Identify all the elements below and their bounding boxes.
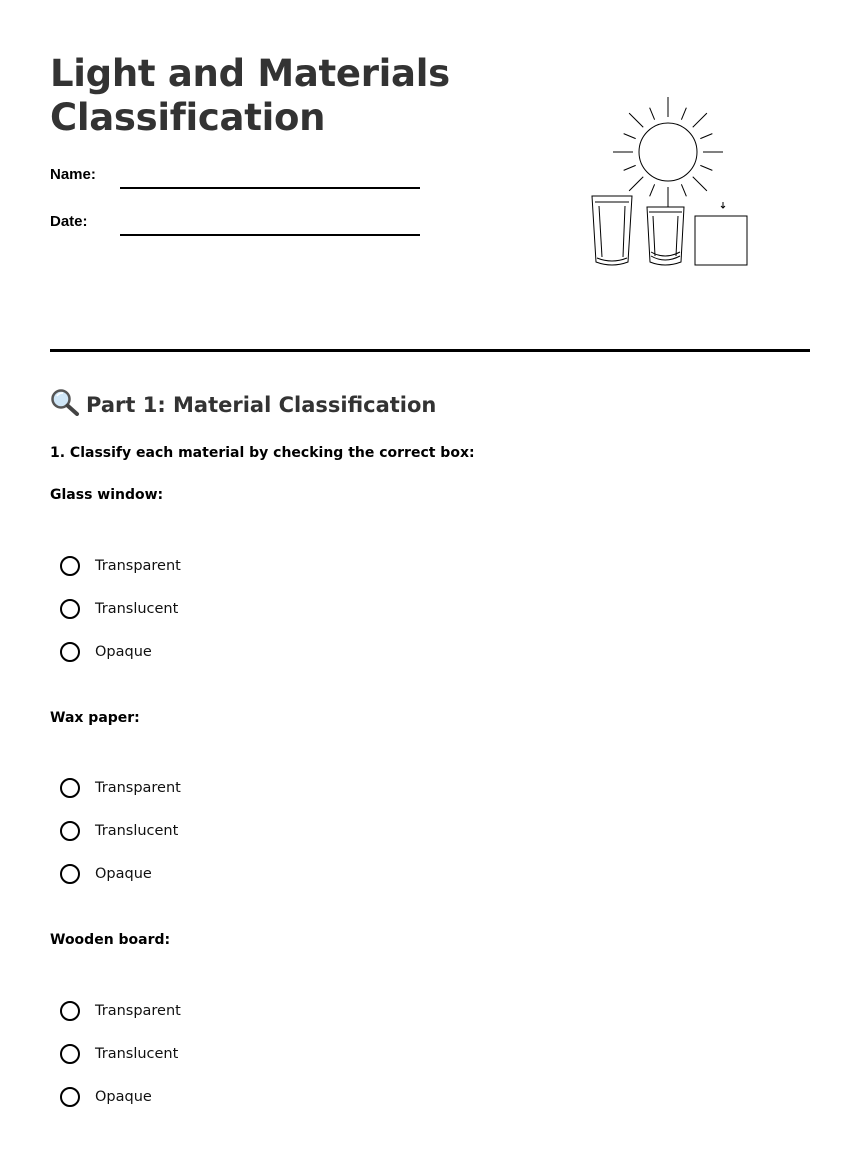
option-label: Translucent	[95, 823, 179, 839]
frosted-glass-icon	[647, 207, 684, 265]
glass-window-option-opaque[interactable]	[60, 639, 152, 665]
name-label: Name:	[50, 166, 96, 183]
material-label-wooden-board: Wooden board:	[50, 932, 171, 948]
sun-ray	[693, 113, 707, 127]
sun-ray	[650, 108, 655, 120]
wax-paper-option-translucent[interactable]	[60, 818, 178, 844]
magnifying-glass-icon	[50, 388, 80, 421]
date-field	[50, 213, 430, 243]
radio-button[interactable]	[60, 1044, 80, 1064]
section-divider	[50, 349, 810, 352]
material-label-wax-paper: Wax paper:	[50, 710, 140, 726]
option-label: Transparent	[95, 780, 181, 796]
wooden-board-option-transparent[interactable]	[60, 998, 181, 1024]
material-label-glass-window: Glass window:	[50, 487, 164, 503]
title-line-1: Light and Materials	[50, 52, 450, 95]
radio-button[interactable]	[60, 1001, 80, 1021]
date-label: Date:	[50, 213, 88, 230]
radio-button[interactable]	[60, 821, 80, 841]
glass-window-option-translucent[interactable]	[60, 596, 178, 622]
sun-ray	[629, 113, 643, 127]
name-field	[50, 166, 430, 196]
option-label: Translucent	[95, 601, 179, 617]
wax-paper-option-opaque[interactable]	[60, 861, 152, 887]
sun-ray	[681, 184, 686, 196]
option-label: Opaque	[95, 866, 152, 882]
radio-button[interactable]	[60, 778, 80, 798]
sun-icon	[613, 97, 723, 207]
wax-paper-option-transparent[interactable]	[60, 775, 181, 801]
worksheet-title	[50, 52, 510, 140]
title-line-2: Classification	[50, 96, 326, 139]
sun-ray	[693, 177, 707, 191]
sun-ray	[624, 165, 636, 170]
sun-ray	[629, 177, 643, 191]
name-input-line[interactable]	[120, 173, 420, 189]
sun-ray	[700, 134, 712, 139]
light-materials-illustration	[580, 92, 760, 272]
date-input-line[interactable]	[120, 220, 420, 236]
sun-ray	[681, 108, 686, 120]
option-label: Transparent	[95, 1003, 181, 1019]
wooden-board-option-opaque[interactable]	[60, 1084, 152, 1110]
glass-window-option-transparent[interactable]	[60, 553, 181, 579]
part1-heading	[50, 388, 436, 421]
wooden-block-icon	[695, 202, 747, 265]
radio-button[interactable]	[60, 864, 80, 884]
radio-button[interactable]	[60, 556, 80, 576]
part1-title: Part 1: Material Classification	[86, 393, 437, 417]
clear-glass-icon	[592, 196, 632, 265]
option-label: Transparent	[95, 558, 181, 574]
sun-ray	[650, 184, 655, 196]
sun-ray	[700, 165, 712, 170]
radio-button[interactable]	[60, 1087, 80, 1107]
wooden-board-option-translucent[interactable]	[60, 1041, 178, 1067]
option-label: Translucent	[95, 1046, 179, 1062]
sun-ray	[624, 134, 636, 139]
radio-button[interactable]	[60, 642, 80, 662]
radio-button[interactable]	[60, 599, 80, 619]
option-label: Opaque	[95, 1089, 152, 1105]
question-1: 1. Classify each material by checking the correct box:	[50, 445, 475, 461]
option-label: Opaque	[95, 644, 152, 660]
